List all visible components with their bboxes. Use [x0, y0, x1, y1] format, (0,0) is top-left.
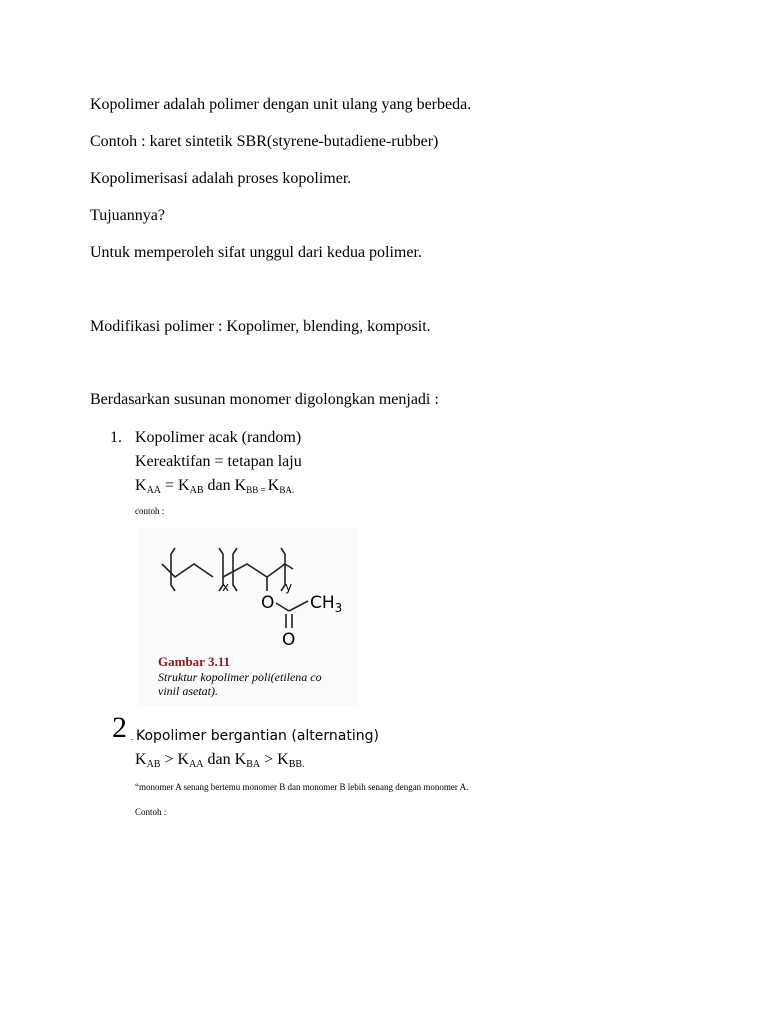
modification-line: Modifikasi polimer : Kopolimer, blending, komposit. — [90, 318, 431, 335]
carbonyl-oxygen: O — [282, 630, 296, 650]
purpose-question: Tujuannya? — [90, 207, 165, 224]
item2-number: 2 — [112, 711, 127, 744]
subscript-x: x — [222, 580, 230, 594]
item1-equation: $K_{AA} = K_{AB}$ dan $K_{BB =}$ $K_{BA.}$ — [135, 477, 295, 496]
item2-example-label: Contoh : — [135, 807, 167, 817]
item1-title: Kopolimer acak (random) — [135, 429, 302, 446]
item2-note: “monomer A senang bertemu monomer B dan monomer B lebih senang dengan monomer A. — [135, 782, 469, 792]
item2-dot: . — [131, 732, 134, 742]
classification-line: Berdasarkan susunan monomer digolongkan menjadi : — [90, 391, 439, 408]
figure-caption-title: Gambar 3.11 — [158, 654, 230, 669]
item1-example-label: contoh : — [135, 506, 165, 516]
item1-subtitle: Kereaktifan = tetapan laju — [135, 453, 302, 470]
definition-line: Kopolimer adalah polimer dengan unit ulang yang berbeda. — [90, 96, 472, 113]
purpose-answer: Untuk memperoleh sifat unggul dari kedua polimer. — [90, 244, 422, 261]
item2-equation: $K_{AB} > K_{AA}$ dan $K_{BA} > K_{BB.}$ — [135, 751, 305, 770]
copolymerization-line: Kopolimerisasi adalah proses kopolimer. — [90, 170, 352, 187]
item1-number: 1. — [110, 429, 122, 446]
item2-title: Kopolimer bergantian (alternating) — [136, 728, 379, 744]
figure-caption: Struktur kopolimer poli(etilena co vinil asetat). — [158, 670, 322, 698]
methyl-group: $CH_3$ — [310, 593, 343, 615]
subscript-y: y — [285, 580, 293, 594]
ester-oxygen: O — [261, 593, 275, 613]
example-line: Contoh : karet sintetik SBR(styrene-butadiene-rubber) — [90, 133, 439, 150]
